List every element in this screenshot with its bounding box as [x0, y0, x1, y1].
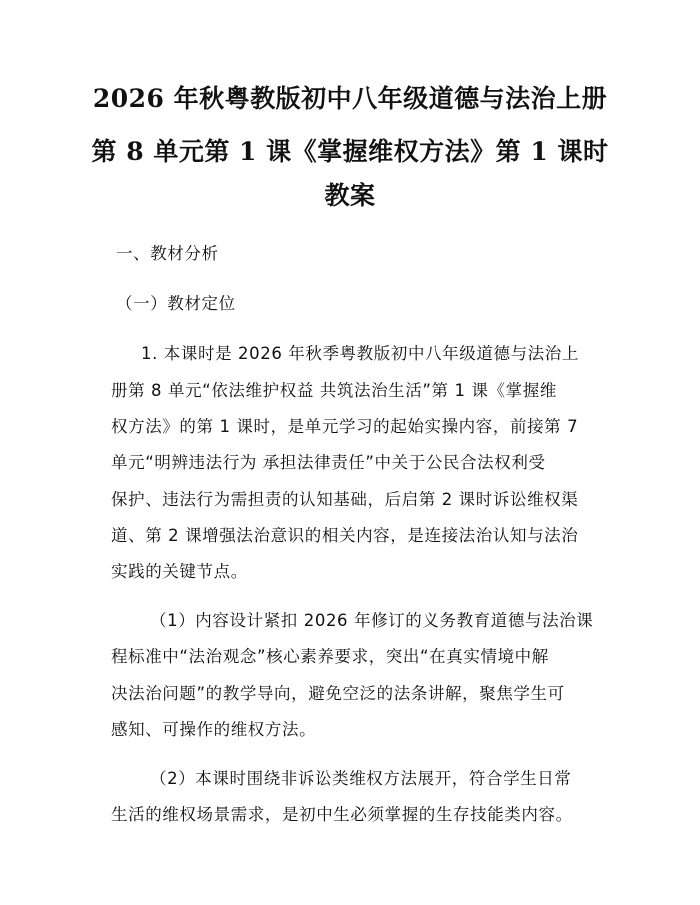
paragraph-line: 册第 8 单元“依法维护权益 共筑法治生活”第 1 课《掌握维 [111, 381, 557, 400]
paragraph-line: 生活的维权场景需求，是初中生必须掌握的生存技能类内容。 [111, 805, 573, 824]
paragraph-line: 感知、可操作的维权方法。 [111, 720, 317, 739]
paragraph-line: 道、第 2 课增强法治意识的相关内容，是连接法治认知与法治 [111, 526, 579, 545]
subsection-heading: （一）教材定位 [116, 294, 236, 313]
paragraph-line: 1. 本课时是 2026 年秋季粤教版初中八年级道德与法治上 [141, 344, 579, 363]
paragraph-line: （1）内容设计紧扣 2026 年修订的义务教育道德与法治课 [150, 611, 594, 630]
paragraph-line: （2）本课时围绕非诉讼类维权方法展开，符合学生日常 [150, 769, 572, 788]
paragraph-line: 单元“明辨违法行为 承担法律责任”中关于公民合法权利受 [111, 453, 546, 472]
section-heading: 一、教材分析 [116, 244, 219, 263]
paragraph-line: 程标准中“法治观念”核心素养要求，突出“在真实情境中解 [111, 647, 549, 666]
document-title-line-2: 第 8 单元第 1 课《掌握维权方法》第 1 课时 [91, 137, 609, 166]
paragraph-line: 实践的关键节点。 [111, 562, 248, 581]
document-title-line-3: 教案 [324, 181, 376, 210]
paragraph-line: 保护、违法行为需担责的认知基础，后启第 2 课时诉讼维权渠 [111, 490, 579, 509]
document-title-line-1: 2026 年秋粤教版初中八年级道德与法治上册 [92, 84, 608, 113]
paragraph-line: 权方法》的第 1 课时，是单元学习的起始实操内容，前接第 7 [111, 417, 579, 436]
paragraph-line: 决法治问题”的教学导向，避免空泛的法条讲解，聚焦学生可 [111, 684, 565, 703]
